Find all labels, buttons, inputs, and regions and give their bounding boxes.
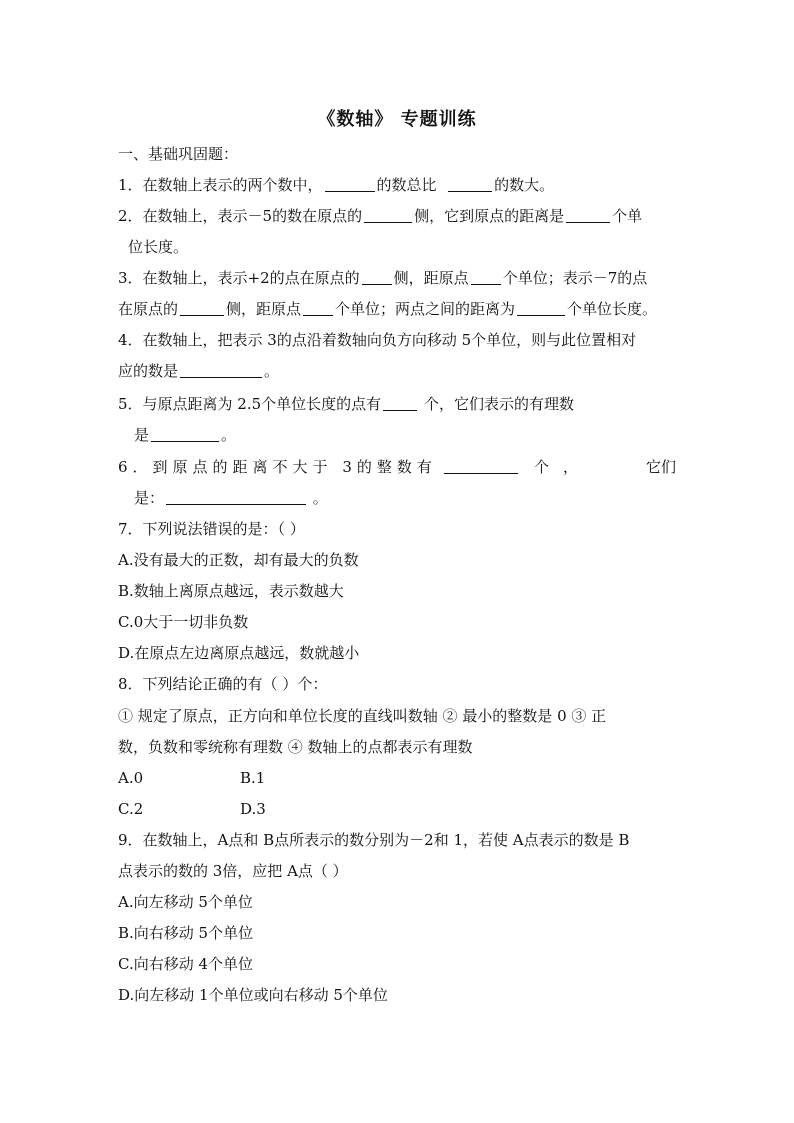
question-8-statements: ① 规定了原点，正方向和单位长度的直线叫数轴 ② 最小的整数是 0 ③ 正	[118, 707, 607, 725]
answer-blank[interactable]	[180, 300, 224, 316]
answer-blank[interactable]	[362, 269, 392, 285]
option-d[interactable]: D.3	[240, 800, 266, 818]
question-2: 2．在数轴上，表示－5的数在原点的 侧，它到原点的距离是 个单	[118, 207, 643, 225]
question-2-cont: 位长度。	[128, 238, 189, 256]
question-3-cont: 在原点的 侧，距原点 个单位；两点之间的距离为 个单位长度。	[118, 300, 658, 318]
answer-blank[interactable]	[444, 458, 518, 474]
question-9-cont: 点表示的数的 3倍，应把 A点（ ）	[118, 862, 348, 880]
option-d[interactable]: D.向左移动 1个单位或向右移动 5个单位	[118, 986, 388, 1004]
question-4-cont: 应的数是 。	[118, 362, 280, 380]
section-heading: 一、基础巩固题：	[118, 145, 239, 163]
option-b[interactable]: B.向右移动 5个单位	[118, 924, 254, 942]
option-c[interactable]: C.向右移动 4个单位	[118, 955, 254, 973]
question-9: 9．在数轴上，A点和 B点所表示的数分别为－2和 1，若使 A点表示的数是 B	[118, 831, 630, 849]
question-5-cont: 是 。	[134, 426, 237, 444]
question-6: 6．到原点的距离不大于 3的整数有 个， 它们	[118, 458, 676, 476]
option-d[interactable]: D.在原点左边离原点越远，数就越小	[118, 644, 360, 662]
question-4: 4．在数轴上，把表示 3的点沿着数轴向负方向移动 5个单位，则与此位置相对	[118, 331, 637, 349]
question-8: 8．下列结论正确的有（ ）个：	[118, 675, 328, 693]
answer-blank[interactable]	[471, 269, 501, 285]
option-a[interactable]: A.没有最大的正数，却有最大的负数	[118, 551, 359, 569]
answer-blank[interactable]	[448, 176, 492, 192]
question-1: 1．在数轴上表示的两个数中， 的数总比 的数大。	[118, 176, 555, 194]
page-title: 《数轴》 专题训练	[317, 109, 477, 130]
answer-blank[interactable]	[566, 207, 610, 223]
question-7: 7．下列说法错误的是：（ ）	[118, 520, 305, 538]
question-6-cont: 是： 。	[134, 489, 328, 507]
answer-blank[interactable]	[180, 362, 262, 378]
option-c[interactable]: C.0大于一切非负数	[118, 613, 249, 631]
answer-blank[interactable]	[325, 176, 375, 192]
answer-blank[interactable]	[151, 426, 219, 442]
option-a[interactable]: A.0	[118, 769, 144, 787]
question-3: 3．在数轴上，表示+2的点在原点的 侧，距原点 个单位；表示－7的点	[118, 269, 648, 287]
option-b[interactable]: B.数轴上离原点越远，表示数越大	[118, 582, 344, 600]
answer-blank[interactable]	[303, 300, 333, 316]
question-8-statements-cont: 数，负数和零统称有理数 ④ 数轴上的点都表示有理数	[118, 738, 473, 756]
option-a[interactable]: A.向左移动 5个单位	[118, 893, 253, 911]
question-8-options-row-2	[118, 799, 678, 819]
answer-blank[interactable]	[383, 395, 417, 411]
answer-blank[interactable]	[364, 207, 412, 223]
question-5: 5．与原点距离为 2.5个单位长度的点有 个，它们表示的有理数	[118, 395, 574, 413]
answer-blank[interactable]	[517, 300, 565, 316]
option-b[interactable]: B.1	[240, 769, 266, 787]
question-8-options-row-1	[118, 768, 678, 788]
answer-blank[interactable]	[166, 489, 306, 505]
option-c[interactable]: C.2	[118, 800, 144, 818]
